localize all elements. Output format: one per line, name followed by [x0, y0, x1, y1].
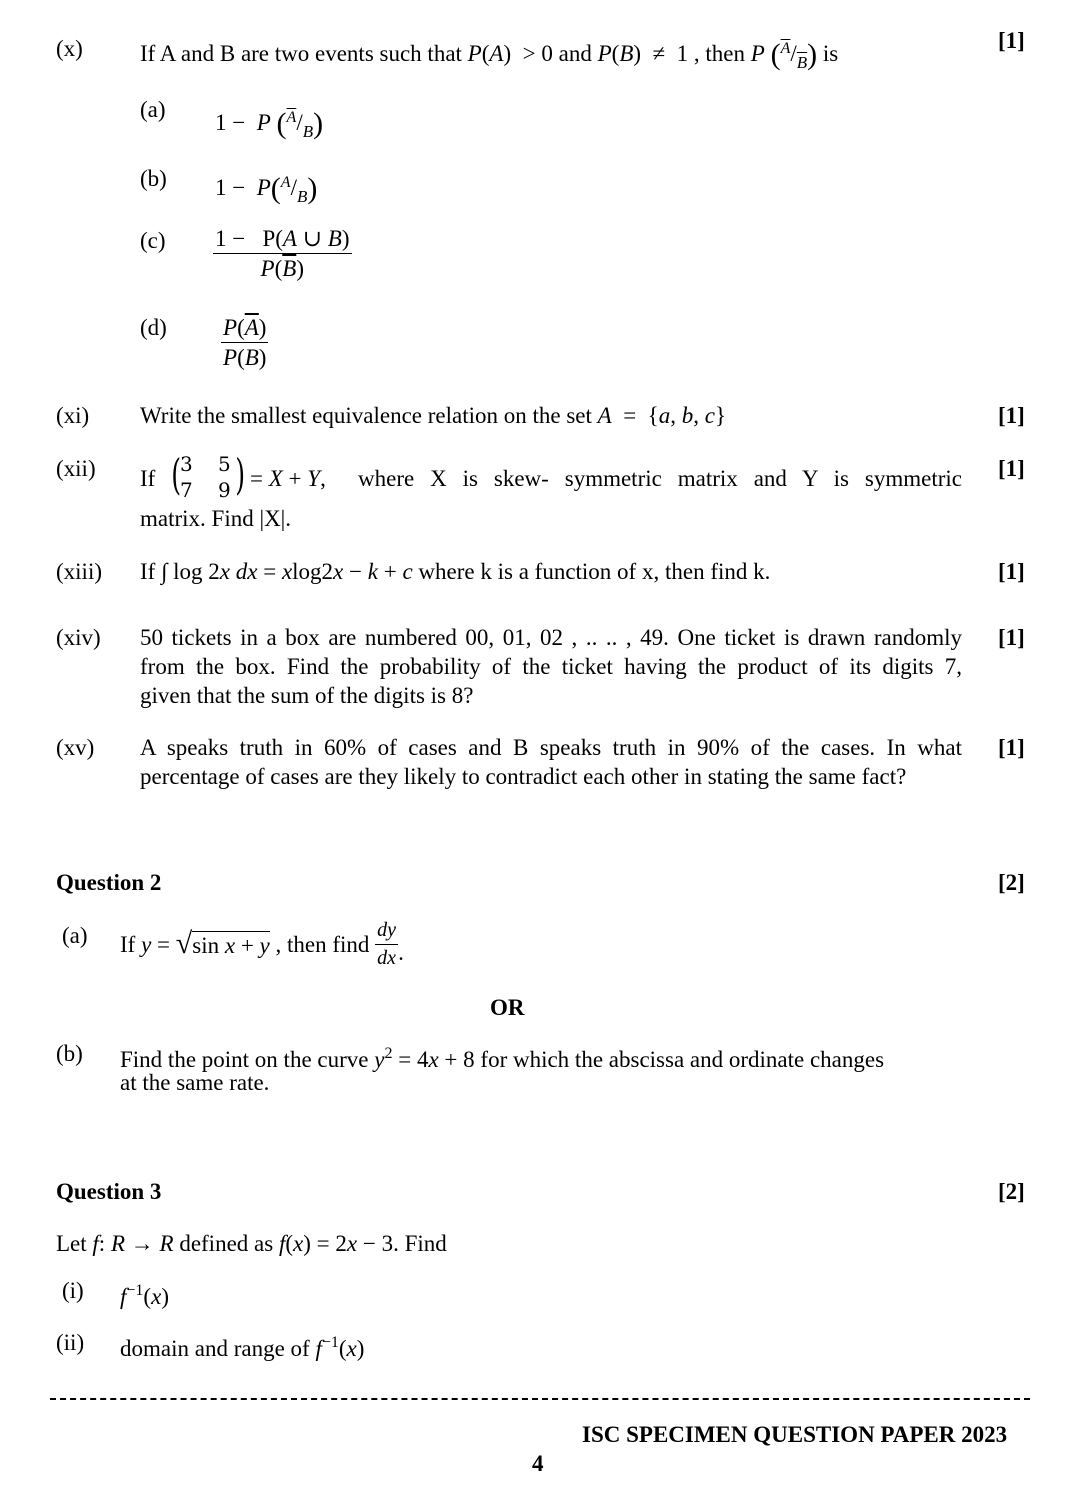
- q3-intro: Let f: R → R defined as f(x) = 2x − 3. Find: [56, 1231, 447, 1256]
- question-xiv-line3: given that the sum of the digits is 8?: [140, 683, 474, 708]
- marks-xiii: [1]: [998, 559, 1025, 584]
- marks-xiv: [1]: [998, 625, 1025, 650]
- option-b-expression: $1 - P(^A/_B)$: [215, 172, 318, 206]
- marks-xv: [1]: [998, 735, 1025, 760]
- q2b-line2: at the same rate.: [120, 1070, 270, 1095]
- marks-x: [1]: [998, 28, 1025, 53]
- question-number-xiv: (xiv): [56, 625, 101, 650]
- marks-xii: [1]: [998, 456, 1025, 481]
- option-c-label: (c): [140, 228, 166, 253]
- question-xiv-line2: from the box. Find the probability of the ticket having the product of its digits 7,: [140, 654, 962, 679]
- question-number-xv: (xv): [56, 735, 95, 760]
- page-number: 4: [532, 1451, 544, 1476]
- question-number-x: (x): [56, 36, 83, 61]
- marks-xi: [1]: [998, 403, 1025, 428]
- question-xi-text: Write the smallest equivalence relation on the set A = {a, b, c}: [140, 403, 726, 428]
- option-d-label: (d): [140, 315, 167, 340]
- option-d-expression: $\frac{P(\overline{A})}{P(B)}$: [223, 315, 267, 370]
- option-b-label: (b): [140, 166, 167, 191]
- marks-q3: [2]: [998, 1179, 1025, 1204]
- question-xiii-text: If ∫ log 2x dx = xlog2x − k + c where k is a function of x, then find k.: [140, 559, 771, 584]
- footer-title: ISC SPECIMEN QUESTION PAPER 2023: [582, 1422, 1008, 1447]
- question-xv-line2: percentage of cases are they likely to contradict each other in stating the same fact?: [140, 764, 907, 789]
- option-c-expression: $\frac{1 - P(A \cup B)}{P(\overline{B})}$: [215, 226, 350, 281]
- question-number-xiii: (xiii): [56, 559, 102, 584]
- q3-ii-label: (ii): [56, 1330, 85, 1355]
- q2b-line1: Find the point on the curve $y^2 = 4x + 8$ for which the abscissa and ordinate changes: [120, 1045, 885, 1072]
- footer-divider: [50, 1398, 1030, 1400]
- question-xv-line1: A speaks truth in 60% of cases and B speaks truth in 90% of the cases. In what: [140, 735, 962, 760]
- option-a-label: (a): [140, 97, 166, 122]
- q3-i-expression: $f^{-1}(x)$: [120, 1282, 169, 1309]
- q2b-label: (b): [56, 1041, 83, 1066]
- or-divider: OR: [490, 995, 525, 1020]
- question-2-title: Question 2: [56, 870, 162, 895]
- question-number-xii: (xii): [56, 456, 96, 481]
- q2a-text: If y = √sin x + y , then find $\frac{dy}{dx}$ .: [120, 919, 404, 969]
- question-xii-line2: matrix. Find |X|.: [140, 506, 292, 531]
- question-number-xi: (xi): [56, 403, 90, 428]
- option-a-expression: 1 − P $(^{\overline{A}}/_B)$: [215, 107, 324, 141]
- marks-q2: [2]: [998, 870, 1025, 895]
- question-3-title: Question 3: [56, 1179, 162, 1204]
- q3-i-label: (i): [62, 1278, 84, 1303]
- q3-ii-text: domain and range of $f^{-1}(x)$: [120, 1334, 365, 1361]
- question-xiv-line1: 50 tickets in a box are numbered 00, 01, 02 , .. .. , 49. One ticket is drawn randomly: [140, 625, 962, 650]
- q2a-label: (a): [62, 923, 88, 948]
- question-x-text: If A and B are two events such that P(A) > 0 and P(B) ≠ 1 , then P $(^{\overline{A}}/_{\overline{B}})$ is: [140, 38, 839, 72]
